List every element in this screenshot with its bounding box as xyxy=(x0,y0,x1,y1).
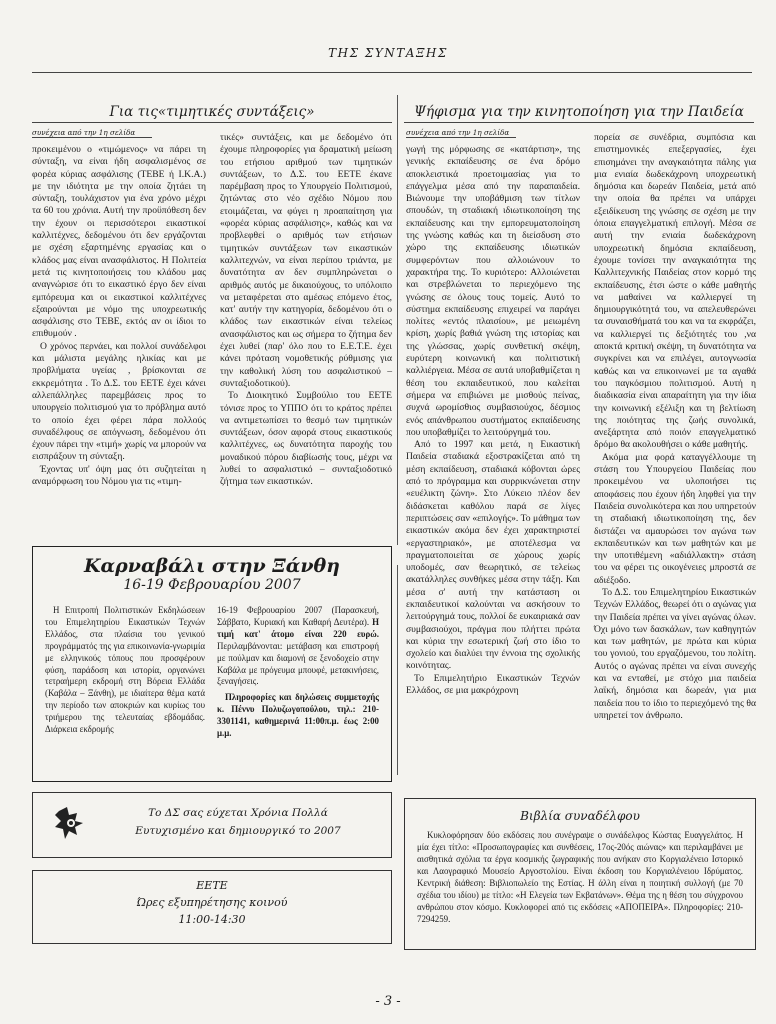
carnival-box xyxy=(32,546,392,782)
page-number: - 3 - xyxy=(375,994,401,1009)
column-divider-lower xyxy=(397,565,398,775)
article1-column-2 xyxy=(220,132,392,489)
paragraph: Το Δ.Σ. του Επιμελητηρίου Εικαστικών Τεχνών Ελλάδος, θεωρεί ότι ο αγώνας για την Παιδεία πρέπει να γίνει αγώνας όλων. Όχι μόνο των δασκάλων, των καθηγητών και των μαθητών, με πρώτα και κύρια του γονιού, του εργαζόμενου, του πολίτη. Αυτός ο αγώνας πρέπει να είναι συνεχής και να ενταθεί, με στόχο μια παιδεία λαϊκή, δημόσια και δωρεάν, για μια παιδεία που το ίδιο το περιεχόμενό της θα υπηρετεί τον άνθρωπο. xyxy=(594,586,756,721)
article2-title-rule xyxy=(404,122,754,123)
paragraph: Από το 1997 και μετά, η Εικαστική Παιδεία σταδιακά εξοστρακίζεται από τη μέση εκπαίδευση, σταδιακά κόβονται ώρες από το πρόγραμμα και συρρικνώνεται στην «ευέλικτη ζώνη». Στο Λύκειο πλέον δεν διδάσκεται καθόλου παρά σε λίγες περιπτώσεις σαν «επιλογής». Το μάθημα των εικαστικών ακόμα δεν έχει χαρακτηριστεί «εργαστηριακό», με αποτέλεσμα να πραγματοποιείται σε χώρους χωρίς υποδομές, σαν θεωρητικό, σε τελείως ακατάλληλες συνθήκες μέσα στην τάξη. Και μέσα σ' αυτή την κατάσταση οι εκπαιδευτικοί καλούνται να ασκήσουν το λειτούργημά τους, πολλοί δε ευκαιριακά σαν συμβασιούχοι, πράγμα που πλήττει πρώτα και κύρια την εσωτερική ζωή στο ίδιο το σχολείο και διαλύει την έννοια της σχολικής κοινότητας. xyxy=(406,439,580,672)
books-text xyxy=(417,829,743,925)
greeting-line-1: Το ΔΣ σας εύχεται Χρόνια Πολλά xyxy=(148,807,328,819)
article1-column-1 xyxy=(32,144,206,488)
article1-title: Για τις«τιμητικές συντάξεις» xyxy=(109,104,315,120)
carnival-price: Η τιμή κατ' άτομο είναι 220 ευρώ. xyxy=(217,616,379,639)
books-box xyxy=(404,798,756,950)
carnival-info: Πληροφορίες και δηλώσεις συμμετοχής κ. Πέννυ Πολυζωγοπούλου, τηλ.: 210-3301141, καθημερινά 11:00π.μ. έως 2:00 μ.μ. xyxy=(217,692,379,739)
article2-continued-rule xyxy=(406,137,516,138)
article2-column-2 xyxy=(594,132,756,722)
article2-title: Ψήφισμα για την κινητοποίηση για την Παιδεία xyxy=(414,104,744,120)
paragraph xyxy=(217,605,379,688)
article1-continued-rule xyxy=(32,137,152,138)
carnival-subtitle: 16-19 Φεβρουαρίου 2007 xyxy=(123,577,301,593)
holly-ornament-icon xyxy=(51,803,91,843)
carnival-title: Καρναβάλι στην Ξάνθη xyxy=(83,555,340,577)
carnival-column-1 xyxy=(45,605,205,736)
paragraph: Ακόμα μια φορά καταγγέλλουμε τη στάση του Υπουργείου Παιδείας που προκειμένου να υλοποιήσει τις αποφάσεις που έχουν ήδη ληφθεί για την Παιδεία συνολικότερα και που υπηρετούν τη σταδιακή ιδιωτικοποίηση της, δεν διστάζει να αμαυρώσει τον αγώνα των εκπαιδευτικών και των μαθητών και με την υποτιθέμενη «αδιάλλακτη» στάση του να φέρει τις οικογένειες μπροστά σε αδιέξοδο. xyxy=(594,451,756,586)
article1-title-rule xyxy=(32,122,392,123)
hours-box xyxy=(32,870,392,944)
header-rule xyxy=(32,72,752,73)
carnival-dates: 16-19 Φεβρουαρίου 2007 (Παρασκευή, Σάββατο, Κυριακή και Καθαρή Δευτέρα). xyxy=(217,605,379,627)
hours-line-1: Ώρες εξυπηρέτησης κοινού xyxy=(136,896,288,909)
paragraph: προκειμένου ο «τιμώμενος» να πάρει τη σύνταξη, να είναι ήδη ασφαλισμένος σε φορέα κύριας ασφάλισης (ΤΕΒΕ ή Ι.Κ.Α.) με την ιδιότητα με την οποία ζητάει τη σύνταξη, τουλάχιστον για ένα χρόνο μέχρι τα 60 του χρόνια. Αυτή την προϋπόθεση δεν την έχουν οι περισσότεροι εικαστικοί καλλιτέχνες, δεδομένου ότι δεν εργάζονται με σχέση εξαρτημένης εργασίας και ο κλάδος μας είναι ανασφάλιστος. Η Πολιτεία μετά τις κινητοποιήσεις του κλάδου μας αναγνώρισε ότι το εικαστικό έργο δεν είναι εμπόρευμα και οι εικαστικοί καλλιτέχνες εξαιρούνται με νόμο της υποχρεωτικής ασφάλισης στο ΤΕΒΕ, εκτός αν οι ίδιοι το επιθυμούν . xyxy=(32,144,206,340)
paragraph: Το Επιμελητήριο Εικαστικών Τεχνών Ελλάδος, σε μια μακρόχρονη xyxy=(406,672,580,697)
paragraph: πορεία σε συνέδρια, συμπόσια και επιστημονικές επεξεργασίες, έχει επισημάνει την αναγκαιότητα πάλης για μια ενιαία δωδεκάχρονη υποχρεωτική δημόσια και δωρεάν Παιδεία, μετά από την οποία θα πρέπει να υπάρχει εξειδίκευση της γνώσης σε σχέση με την όποια επαγγελματική επιλογή. Μέσα σε αυτή την ενιαία δωδεκάχρονη υποχρεωτική δημόσια εκπαίδευση, έχουμε τονίσει την αναγκαιότητα της Καλλιτεχνικής Παιδείας στον κορμό της εκπαίδευσης, έτσι ώστε ο κάθε μαθητής να μαθαίνει να καλλιεργεί τη δημιουργικότητά του, να απελευθερώνει τα συναισθήματά του και να τα εκφράζει, να καλλιεργεί τις δεξιότητές του ,να αποκτά κριτική σκέψη, τη δυνατότητα να συγκρίνει και να επιλέγει, αυτογνωσία καθώς και να επικοινωνεί με τα αγαθά του παγκόσμιου πολιτισμού. Αυτή η διαδικασία είναι απαραίτητη για την ίδια την κοινωνική εξέλιξη και τη βελτίωση της ποιότητας της ζωής συνολικά, ανεξάρτητα από ποιόν επαγγελματικό δρόμο θα ακολουθήσει ο κάθε μαθητής. xyxy=(594,132,756,451)
greeting-line-2: Ευτυχισμένο και δημιουργικό το 2007 xyxy=(135,825,341,837)
carnival-includes: Περιλαμβάνονται: μετάβαση και επιστροφή με πούλμαν και διαμονή σε ξενοδοχείο στην Καβάλα με πρόγευμα μπουφέ, μετακινήσεις, ξεναγήσεις. xyxy=(217,640,379,687)
paragraph: γωγή της μόρφωσης σε «κατάρτιση», της γενικής εκπαίδευσης σε ένα δρόμο αποκλειστικά προετοιμασίας για το επάγγελμα μέσα από την παραπαιδεία. Βιώνουμε την υποβάθμιση των τίτλων σπουδών, τη σταδιακή ιδιωτικοποίηση της εκπαίδευσης και την εμπορευματοποίηση της γνώσης καθώς και τη διείσδυση στο χώρο της εκπαίδευσης ιδιωτικών συμφερόντων που αλλοιώνουν το χαρακτήρα της. Το κυριότερο: Αλλοιώνεται και στρεβλώνεται το περιεχόμενο της γνώσης σε όλους τους τομείς. Αυτό το σύστημα εκπαίδευσης επιχειρεί να παράγει πολίτες «εντός πλαισίου», με μειωμένη κρίση, χωρίς βαθιά γνώση της ιστορίας και της γλώσσας, χωρίς συνθετική σκέψη, ευρύτερη κοινωνική και πολιτιστική καλλιέργεια. Μέσα σε αυτά υποβαθμίζεται η θέση του εκπαιδευτικού, που καλείται σήμερα να επιβιώνει με μισθούς πείνας, συχνά ωρομίσθιος συμβασιούχος, δέσμιος ενός απάνθρωπου συστήματος εκπαίδευσης που υποβαθμίζει το λειτούργημά του. xyxy=(406,144,580,438)
books-title: Βιβλία συναδέλφου xyxy=(520,809,640,823)
paragraph: Έχοντας υπ' όψη μας ότι συζητείται η αναμόρφωση του Νόμου για τις «τιμη- xyxy=(32,463,206,488)
paragraph: Κυκλοφόρησαν δύο εκδόσεις που συνέγραψε ο συνάδελφος Κώστας Ευαγγελάτος. Η μία έχει τίτλο: «Προσωπογραφίες και συνθέσεις, 17ος-20ός αιώνας» και περιλαμβάνει με αισθητικά σχόλια τα έργα κοσμικής ζωγραφικής που ανήκαν στο Κοργιαλένειο Ιστορικό και Λαογραφικό Μουσείο Αργοστολίου. Είναι έκδοση του Κοργιαλένειου Ιδρύματος. Κεντρική διάθεση: Βιβλιοπωλείο της Εστίας. Η άλλη είναι η ποιητική συλλογή (με 70 σχέδια του ιδίου) με τίτλο: «Η Ελεγεία των Εκβατάνων». Θέμα της η θέση του σύγχρονου ανθρώπου στον κόσμο. Κυκλοφορεί από τις εκδόσεις «ΑΠΟΠΕΙΡΑ». Πληροφορίες: 210-7294259. xyxy=(417,830,743,924)
article2-column-1 xyxy=(406,144,580,697)
article2-continued: συνέχεια από την 1η σελίδα xyxy=(406,128,510,137)
article1-continued: συνέχεια από την 1η σελίδα xyxy=(32,128,136,137)
paragraph: Η Επιτροπή Πολιτιστικών Εκδηλώσεων του Επιμελητηρίου Εικαστικών Τεχνών Ελλάδος, στα πλαίσια του γενικού προγράμματός της για επικοινωνία-γνωριμία με ελληνικούς τόπους που προσφέρουν φύση, παράδοση και ιστορία, οργανώνει τετραήμερη εκδρομή στη Βόρεια Ελλάδα (Καβάλα – Ξάνθη), με ιδιαίτερα θέμα κατά την περίοδο των αποκριών και κυρίως του τριήμερου της τελευταίας εβδομάδας. Διάρκεια εκδρομής xyxy=(45,605,205,735)
carnival-column-2 xyxy=(217,605,379,740)
hours-line-2: 11:00-14:30 xyxy=(178,913,246,926)
greeting-box xyxy=(32,792,392,858)
hours-title: ΕΕΤΕ xyxy=(196,879,228,892)
paragraph: τικές» συντάξεις, και με δεδομένο ότι έχουμε πληροφορίες για δραματική μείωση του ετήσιου αριθμού των τιμητικών συντάξεων, το Δ.Σ. του ΕΕΤΕ έκανε παρέμβαση προς το Υπουργείο Πολιτισμού, ζητώντας στο νέο σχέδιο Νόμου που ετοιμάζεται, να φύγει η προαπαίτηση για «φορέα κύριας ασφάλισης», καθώς και να προβλεφθεί ο αριθμός των ετήσιων τιμητικών συντάξεων των εικαστικών καλλιτεχνών, να είναι περίπου τριάντα, με δυνατότητα αν δεν συμπληρώνεται ο αριθμός αυτός με δικαιούχους, το υπόλοιπο να μεταφέρεται στο αμέσως επόμενο έτος, κατ' αυτήν την κατηγορία, δεδομένου ότι ο κλάδος των εικαστικών είναι τελείως ανασφάλιστος και ως σήμερα το ζήτημα δεν έχει λυθεί (παρ' όλο που το Ε.Ε.Τ.Ε. έχει κάνει πρόταση νομοθετικής ρύθμισης για την καθολική λύση του ασφαλιστικού –συνταξιοδοτικού). xyxy=(220,132,392,389)
section-header: ΤΗΣ ΣΥΝΤΑΞΗΣ xyxy=(328,46,448,60)
paragraph: Το Διοικητικό Συμβούλιο του ΕΕΤΕ τόνισε προς το ΥΠΠΟ ότι το κράτος πρέπει να αντιμετωπίσει το θεσμό των τιμητικών συντάξεων, όσον αφορά στους εικαστικούς καλλιτέχνες, ως δυνατότητα παροχής του μοναδικού πόρου διαβίωσής τους, μέχρι να λυθεί το ασφαλιστικό – συνταξιοδοτικό ζήτημα των εικαστικών. xyxy=(220,390,392,488)
paragraph: Ο χρόνος περνάει, και πολλοί συνάδελφοι και μάλιστα μεγάλης ηλικίας και με προβλήματα υγείας , βρίσκονται σε εκκρεμότητα . Το Δ.Σ. του ΕΕΤΕ έχει κάνει αλλεπάλληλες παρεμβάσεις προς το υπουργείο πολιτισμού για το πρόβλημα αυτό το οποίο έχει φέρει πάρα πολλούς συναδέλφους σε απόγνωση, δεδομένου ότι έχουν πάρει την «τιμή» χωρίς να μπορούν να εισπράξουν τη σύνταξη. xyxy=(32,340,206,463)
column-divider xyxy=(397,95,398,545)
